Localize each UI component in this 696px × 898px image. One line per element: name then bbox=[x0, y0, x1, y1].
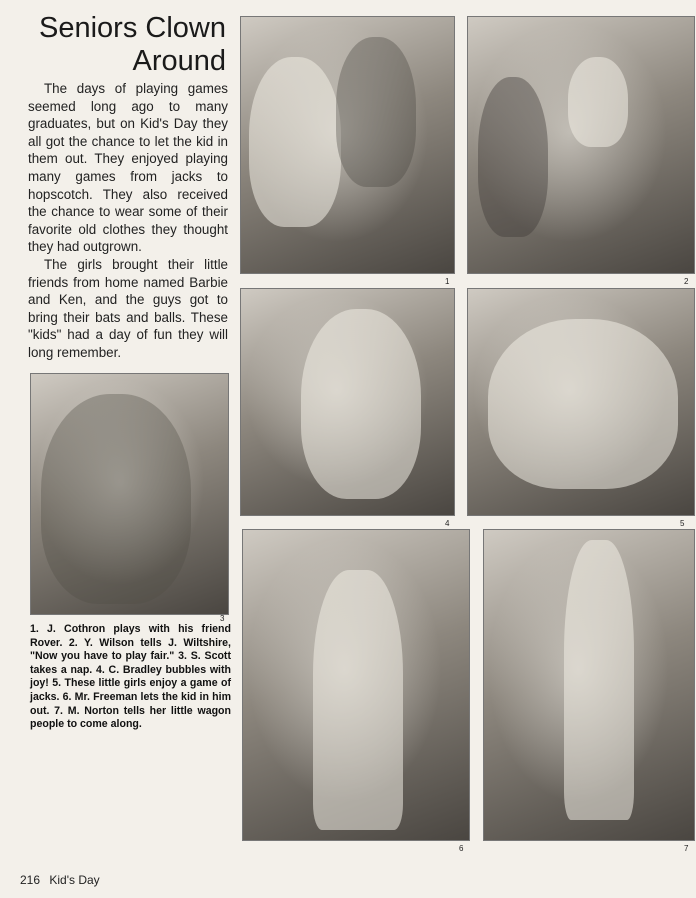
photo-3 bbox=[30, 373, 229, 615]
story-paragraph: The days of playing games seemed long ago to many graduates, but on Kid's Day they all got the chance to let the kid in them out. They enjoyed playing many games from jacks to hopscotch. They also received the chance to wear some of their favorite old clothes they thought they had outgrown. bbox=[28, 81, 228, 255]
person-shape bbox=[478, 77, 548, 237]
photo-number-7: 7 bbox=[684, 844, 689, 853]
person-shape bbox=[301, 309, 421, 499]
page-number: 216 bbox=[20, 873, 41, 887]
person-shape bbox=[313, 570, 403, 830]
stuffed-dog-shape bbox=[249, 57, 341, 227]
photo-number-1: 1 bbox=[445, 277, 450, 286]
title-line-2: Around bbox=[132, 45, 226, 77]
person-shape bbox=[336, 37, 416, 187]
title-line-1: Seniors Clown bbox=[39, 12, 226, 44]
section-name: Kid's Day bbox=[49, 873, 100, 887]
stuffed-bunny-shape bbox=[568, 57, 628, 147]
photo-5 bbox=[467, 288, 695, 516]
photo-number-3: 3 bbox=[220, 614, 225, 623]
photo-1 bbox=[240, 16, 455, 274]
group-shape bbox=[488, 319, 678, 489]
story-text bbox=[28, 80, 228, 362]
photo-number-5: 5 bbox=[680, 519, 685, 528]
photo-captions: 1. J. Cothron plays with his friend Rover. 2. Y. Wilson tells J. Wiltshire, "Now you have to play fair." 3. S. Scott takes a nap. 4. C. Bradley bubbles with joy! 5. These little girls enjoy a game of jacks. 6. Mr. Freeman lets the kid in him out. 7. M. Norton tells her little wagon people to come along. bbox=[30, 623, 231, 731]
photo-number-6: 6 bbox=[459, 844, 464, 853]
photo-2 bbox=[467, 16, 695, 274]
photo-number-2: 2 bbox=[684, 277, 689, 286]
photo-4 bbox=[240, 288, 455, 516]
person-shape bbox=[564, 540, 634, 820]
photo-number-4: 4 bbox=[445, 519, 450, 528]
story-paragraph: The girls brought their little friends from home named Barbie and Ken, and the guys got to bring their bats and balls. These "kids" had a day of fun they will long remember. bbox=[28, 256, 228, 360]
page-footer bbox=[20, 873, 100, 887]
page-title bbox=[18, 12, 226, 78]
photo-6 bbox=[242, 529, 470, 841]
person-shape bbox=[41, 394, 191, 604]
photo-7 bbox=[483, 529, 695, 841]
